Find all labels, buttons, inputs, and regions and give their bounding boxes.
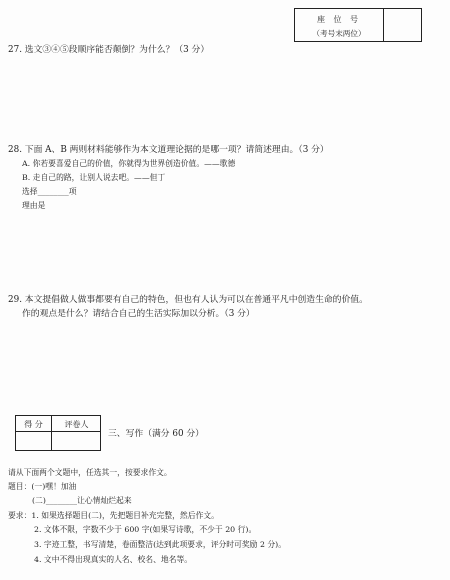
question-29-line-2: 作的观点是什么？请结合自己的生活实际加以分析。（3 分）	[22, 309, 255, 319]
writing-requirement-1: 要求：1. 如果选择题目(二)，先把题目补充完整，然后作文。	[8, 511, 219, 520]
question-28-option-a: A. 你若要喜爱自己的价值，你就得为世界创造价值。——歌德	[22, 159, 236, 168]
grader-label: 评卷人	[64, 420, 89, 429]
score-box-rule	[16, 431, 100, 432]
section-3-instruction: 请从下面两个文题中，任选其一，按要求作文。	[8, 468, 172, 477]
writing-requirement-3: 3. 字迹工整，书写清楚，卷面整洁(达到此项要求，评分时可奖励 2 分)。	[34, 540, 287, 549]
question-29-line-1: 29. 本文提倡做人做事都要有自己的特色，但也有人认为可以在普通平凡中创造生命的价值。	[8, 295, 368, 305]
question-28-option-b: B. 走自己的路，让别人说去吧。——但丁	[22, 173, 166, 182]
seat-number-note: （考号末两位）	[312, 29, 366, 38]
writing-requirement-2: 2. 文体不限，字数不少于 600 字(如果写诗歌，不少于 20 行)。	[34, 525, 257, 534]
question-28-choice: 选择________项	[22, 187, 77, 196]
section-3-title: 三、写作（满分 60 分）	[108, 429, 204, 439]
question-27: 27. 选文③④⑤段顺序能否颠倒？为什么？（3 分）	[8, 45, 210, 55]
writing-topic-1: 题目：(一)嘿！加油	[8, 482, 77, 491]
score-box-divider	[51, 416, 52, 450]
question-28: 28. 下面 A、B 两则材料能够作为本文道理论据的是哪一项？请简述理由。（3 分）	[8, 145, 329, 155]
seat-number-box	[294, 8, 422, 42]
score-label: 得 分	[24, 420, 43, 429]
seat-number-label: 座 位 号	[316, 15, 362, 24]
writing-topic-2: (二)________让心情灿烂起来	[32, 496, 132, 505]
score-box	[15, 415, 101, 451]
question-28-reason: 理由是	[22, 201, 46, 210]
seat-number-divider	[383, 9, 384, 41]
writing-requirement-4: 4. 文中不得出现真实的人名、校名、地名等。	[34, 555, 193, 564]
